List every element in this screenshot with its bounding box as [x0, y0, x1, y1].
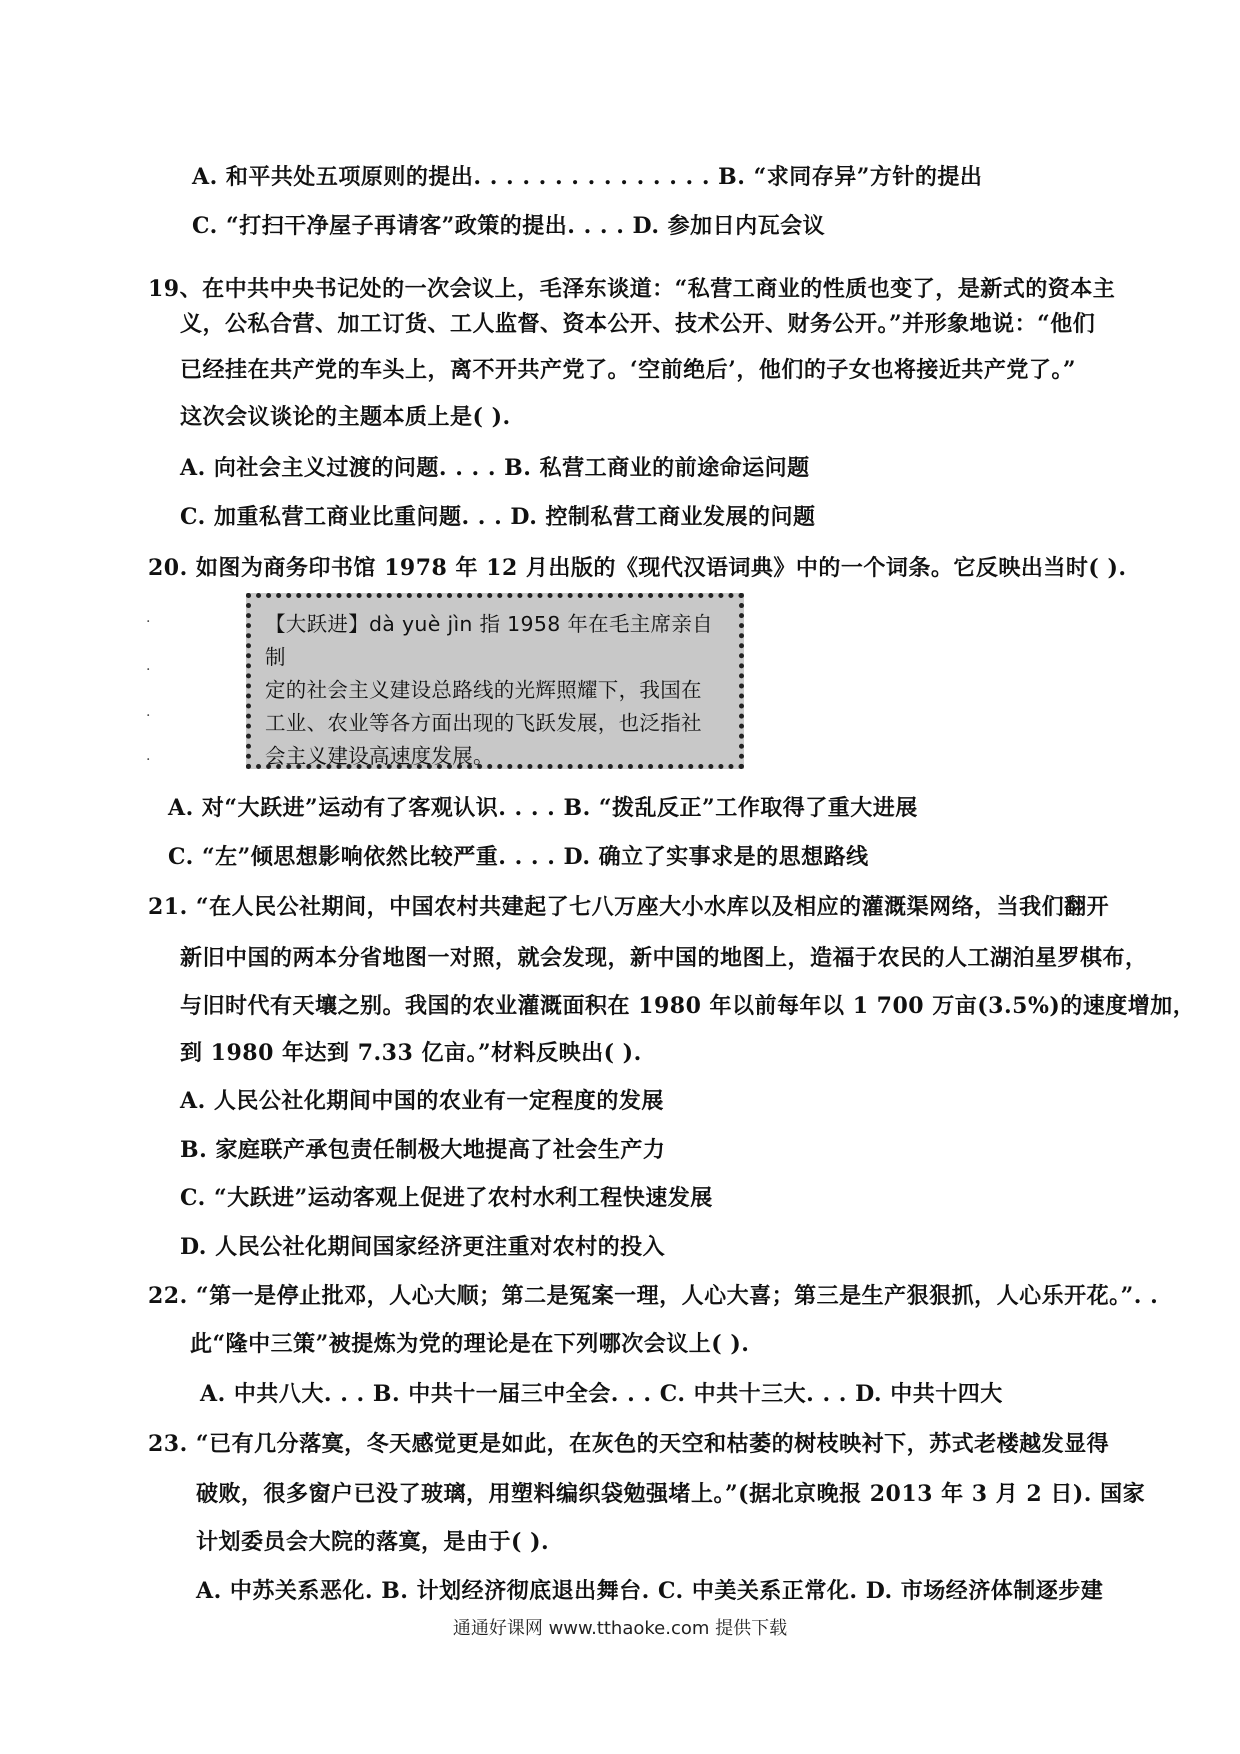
q21-option-c: C. “大跃进”运动客观上促进了农村水利工程快速发展: [180, 1185, 713, 1211]
q21-option-a: A. 人民公社化期间中国的农业有一定程度的发展: [180, 1088, 664, 1114]
q19-option-a-b: A. 向社会主义过渡的问题. . . . B. 私营工商业的前途命运问题: [180, 455, 810, 481]
q21-stem-line-1: 21. “在人民公社期间，中国农村共建起了七八万座大小水库以及相应的灌溉渠网络，当我们翻开: [148, 894, 1110, 920]
q21-option-d: D. 人民公社化期间国家经济更注重对农村的投入: [180, 1234, 666, 1260]
q21-stem-line-4: 到 1980 年达到 7.33 亿亩。”材料反映出( ).: [180, 1040, 642, 1066]
q20-stem: 20. 如图为商务印书馆 1978 年 12 月出版的《现代汉语词典》中的一个词条。它反映出当时( ).: [148, 555, 1127, 581]
dictionary-entry-line-2: 定的社会主义建设总路线的光辉照耀下，我国在: [265, 678, 702, 702]
q19-stem-line-1: 19、在中共中央书记处的一次会议上，毛泽东谈道：“私营工商业的性质也变了，是新式的资本主: [148, 276, 1116, 302]
q20-option-a-b: A. 对“大跃进”运动有了客观认识. . . . B. “拨乱反正”工作取得了重大进展: [168, 795, 918, 821]
q18-option-a-b: A. 和平共处五项原则的提出. . . . . . . . . . . . . . . B. “求同存异”方针的提出: [192, 164, 983, 190]
dictionary-entry-line-4: 会主义建设高速度发展。: [265, 744, 494, 768]
q22-stem-line-1: 22. “第一是停止批邓，人心大顺；第二是冤案一理，人心大喜；第三是生产狠狠抓，人心乐开花。”. .: [148, 1283, 1159, 1309]
dictionary-entry-box: [246, 593, 744, 769]
margin-dot-1: .: [146, 610, 151, 626]
q22-stem-line-2: 此“隆中三策”被提炼为党的理论是在下列哪次会议上( ).: [190, 1331, 750, 1357]
dictionary-entry-line-1: 【大跃进】dà yuè jìn 指 1958 年在毛主席亲自制: [265, 612, 713, 669]
q23-options: A. 中苏关系恶化. B. 计划经济彻底退出舞台. C. 中美关系正常化. D. 市场经济体制逐步建: [196, 1578, 1104, 1604]
q23-stem-line-2: 破败，很多窗户已没了玻璃，用塑料编织袋勉强堵上。”(据北京晚报 2013 年 3 月 2 日). 国家: [196, 1481, 1146, 1507]
q18-option-c-d: C. “打扫干净屋子再请客”政策的提出. . . . D. 参加日内瓦会议: [192, 213, 826, 239]
q19-option-c-d: C. 加重私营工商业比重问题. . . D. 控制私营工商业发展的问题: [180, 504, 816, 530]
margin-dot-2: .: [146, 658, 151, 674]
q21-stem-line-2: 新旧中国的两本分省地图一对照，就会发现，新中国的地图上，造福于农民的人工湖泊星罗棋布，: [180, 945, 1148, 971]
margin-dot-3: .: [146, 704, 151, 720]
q19-stem-line-2: 义，公私合营、加工订货、工人监督、资本公开、技术公开、财务公开。”并形象地说：“他们: [180, 311, 1096, 337]
q22-options: A. 中共八大. . . B. 中共十一届三中全会. . . C. 中共十三大. . . D. 中共十四大: [200, 1381, 1003, 1407]
dictionary-entry-line-3: 工业、农业等各方面出现的飞跃发展，也泛指社: [265, 711, 702, 735]
q21-option-b: B. 家庭联产承包责任制极大地提高了社会生产力: [180, 1137, 666, 1163]
footer-download-note: 通通好课网 www.tthaoke.com 提供下载: [452, 1618, 788, 1639]
q20-option-c-d: C. “左”倾思想影响依然比较严重. . . . D. 确立了实事求是的思想路线: [168, 844, 869, 870]
margin-dot-4: .: [146, 748, 151, 764]
q19-stem-line-3: 已经挂在共产党的车头上，离不开共产党了。‘空前绝后’，他们的子女也将接近共产党了。”: [180, 357, 1076, 383]
q19-stem-line-4: 这次会议谈论的主题本质上是( ).: [180, 404, 511, 430]
q21-stem-line-3: 与旧时代有天壤之别。我国的农业灌溉面积在 1980 年以前每年以 1 700 万亩(3.5%)的速度增加，: [180, 993, 1196, 1019]
q23-stem-line-1: 23. “已有几分落寞，冬天感觉更是如此，在灰色的天空和枯萎的树枝映衬下，苏式老楼越发显得: [148, 1431, 1110, 1457]
q23-stem-line-3: 计划委员会大院的落寞，是由于( ).: [196, 1529, 550, 1555]
